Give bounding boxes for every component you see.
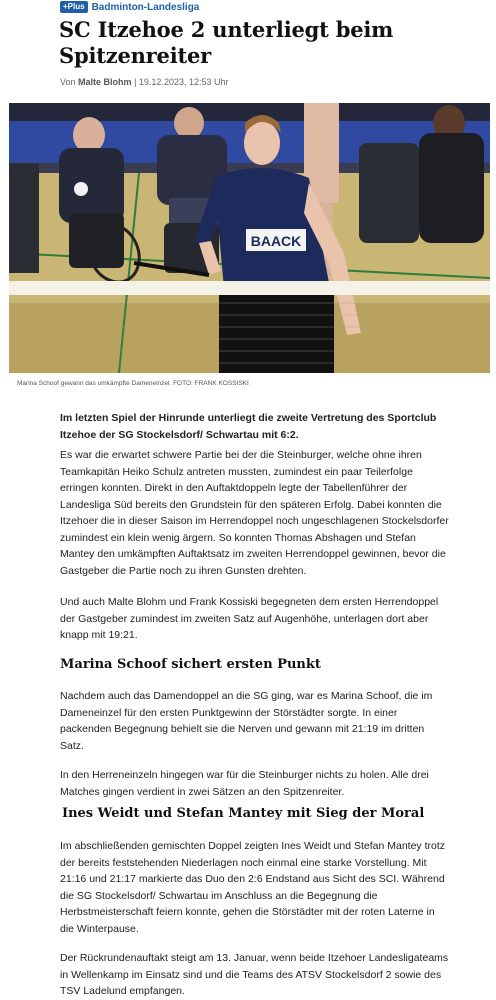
- subheading-1: Marina Schoof sichert ersten Punkt: [60, 657, 321, 672]
- article-lead: Im letzten Spiel der Hinrunde unterliegt die zweite Vertretung des Sportclub Itzehoe der SG Stockelsdorf/ Schwartau mit 6:2.: [60, 412, 437, 441]
- byline: [60, 77, 229, 87]
- category-label[interactable]: Badminton-Landesliga: [91, 1, 200, 13]
- photo-caption: Marina Schoof gewann das umkämpfte Dameneinzel. FOTO: FRANK KOSSISKI: [17, 380, 249, 387]
- jersey-sponsor-text: BAACK: [250, 233, 302, 249]
- paragraph-4: In den Herreneinzeln hingegen war für die Steinburger nichts zu holen. Alle drei Matches gingen verdient in zwei Sätzen an den Spitzenreiter.: [60, 769, 429, 798]
- subheading-2: Ines Weidt und Stefan Mantey mit Sieg der Moral: [62, 806, 425, 821]
- byline-prefix: Von: [60, 77, 76, 87]
- article-photo: [9, 103, 490, 373]
- paragraph-5: Im abschließenden gemischten Doppel zeigten Ines Weidt und Stefan Mantey trotz der bereits feststehenden Niederlagen noch einmal eine starke Vorstellung. Mit 21:16 und 21:17 markierte das Duo den 2:6 Endstand aus Sicht des SCI. Während die SG Stockelsdorf/ Schwartau im Anschluss an die Begegnung die Herbstmeisterschaft feiern konnte, gehen die Störstädter mit der roten Laterne in die Winterpause.: [60, 840, 446, 935]
- paragraph-1: Es war die erwartet schwere Partie bei der die Steinburger, welche ohne ihren Teamkapitän Heiko Schulz antreten mussten, zumindest ein paar Teilerfolge erringen konnten. Direkt in den Auftaktdoppeln legte der Tabellenführer der Landesliga Süd bereits den Grundstein für den späteren Erfolg. Dabei konnten die Itzehoer die in dieser Saison im Herrendoppel noch ungeschlagenen Stockelsdorfer zumindest ein klein wenig ärgern. So konnten Thomas Abshagen und Stefan Mantey den umkämpften Auftaktsatz im zweiten Herrendoppel gewinnen, bevor die Gastgeber die Partie noch zu ihren Gunsten drehten.: [60, 449, 449, 577]
- author-link[interactable]: Malte Blohm: [78, 77, 132, 87]
- article-kicker: [60, 1, 199, 13]
- paragraph-2: Und auch Malte Blohm und Frank Kossiski begegneten dem ersten Herrendoppel der Gastgeber zumindest im zweiten Satz auf Augenhöhe, unterlagen dort aber knapp mit 19:21.: [60, 596, 439, 641]
- badminton-player-photo: [9, 103, 490, 373]
- plus-badge: +Plus: [60, 1, 88, 13]
- article-headline: SC Itzehoe 2 unterliegt beim Spitzenreiter: [59, 17, 394, 68]
- paragraph-3: Nachdem auch das Damendoppel an die SG ging, war es Marina Schoof, die im Dameneinzel für den ersten Punktgewinn der Störstädter sorgte. In einer packenden Begegnung behielt sie die Nerven und gewann mit 21:19 im dritten Satz.: [60, 690, 433, 752]
- paragraph-6: Der Rückrundenauftakt steigt am 13. Januar, wenn beide Itzehoer Landesligateams in Wellenkamp im Einsatz sind und die Teams des ATSV Stockelsdorf 2 sowie des TSV Ladelund empfangen.: [60, 952, 449, 997]
- publish-date: | 19.12.2023, 12:53 Uhr: [134, 77, 229, 87]
